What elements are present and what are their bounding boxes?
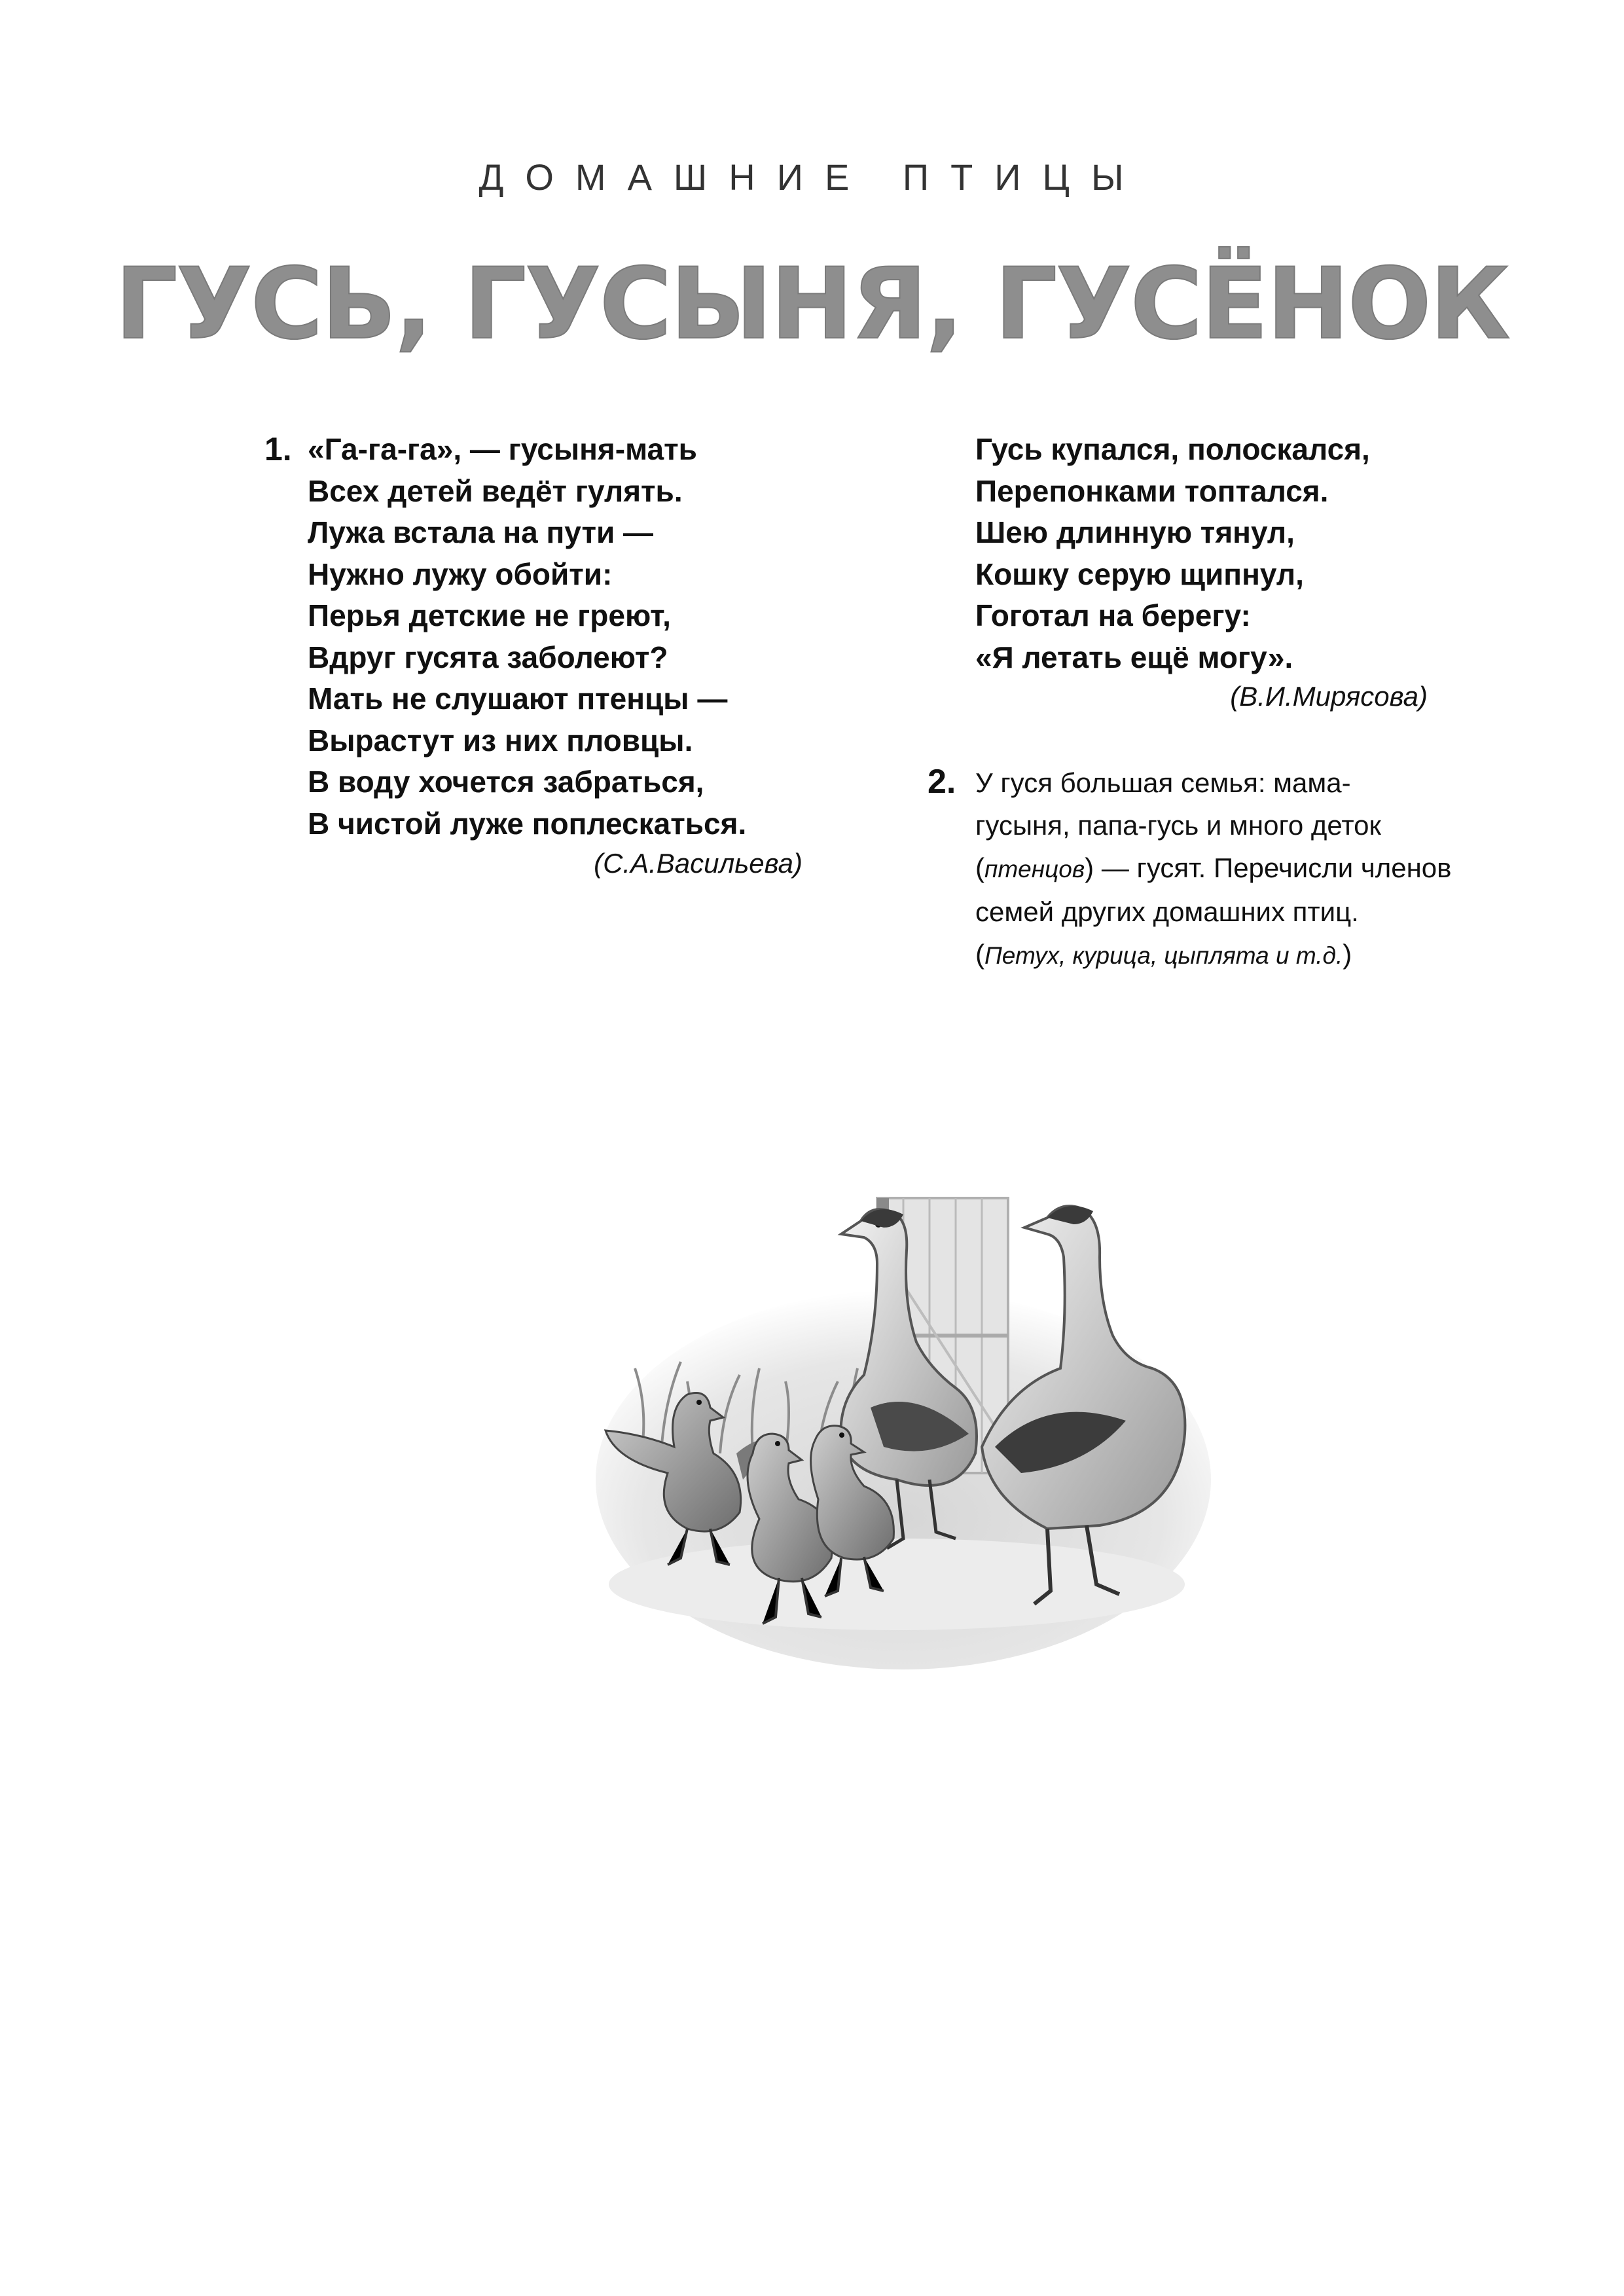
poem1-number: 1.: [264, 431, 292, 467]
task2-text: [975, 761, 1512, 977]
poem1-line: Вырастут из них пловцы.: [308, 723, 693, 757]
task2-line: гусыня, папа-гусь и много деток: [975, 810, 1381, 841]
poem2-author: (В.И.Мирясова): [1230, 681, 1428, 712]
paren: (: [975, 852, 984, 883]
poem1-line: В чистой луже поплескаться.: [308, 806, 747, 841]
poem2-line: Гоготал на берегу:: [975, 598, 1251, 632]
task2-line-rest: ) — гусят. Перечисли членов: [1085, 852, 1452, 883]
poem2-line: Шею длинную тянул,: [975, 515, 1295, 549]
task2-answer-text: Петух, курица, цыплята и т.д.: [984, 942, 1343, 969]
task2-line: [975, 847, 1512, 890]
poem2-line: Гусь купался, полоскался,: [975, 432, 1370, 466]
poem1-line: Всех детей ведёт гулять.: [308, 473, 683, 508]
poem1-line: «Га-га-га», — гусыня-мать: [308, 432, 697, 466]
task2-number: 2.: [928, 763, 956, 801]
poem1-line: В воду хочется забраться,: [308, 765, 704, 799]
task2-italic: птенцов: [984, 856, 1085, 883]
poem2-line: «Я летать ещё могу».: [975, 640, 1293, 674]
poem2-line: Перепонками топтался.: [975, 473, 1329, 508]
task2-answer: [975, 933, 1512, 977]
task2-line: семей других домашних птиц.: [975, 896, 1359, 927]
page-title: ГУСЬ, ГУСЫНЯ, ГУСЁНОК: [115, 247, 1509, 361]
poem2: [975, 429, 1370, 678]
poem2-line: Кошку серую щипнул,: [975, 556, 1304, 591]
paren: ): [1343, 939, 1352, 970]
poem1: [308, 429, 746, 845]
paren: (: [975, 939, 984, 970]
poem1-line: Мать не слушают птенцы —: [308, 682, 728, 716]
section-label: ДОМАШНИЕ ПТИЦЫ: [478, 156, 1146, 198]
geese-family-illustration: [589, 1172, 1218, 1669]
poem1-line: Вдруг гусята заболеют?: [308, 640, 668, 674]
task2-line: У гуся большая семья: мама-: [975, 767, 1351, 798]
poem1-line: Перья детские не греют,: [308, 598, 671, 632]
poem1-line: Нужно лужу обойти:: [308, 556, 613, 591]
poem1-line: Лужа встала на пути —: [308, 515, 654, 549]
poem1-author: (С.А.Васильева): [594, 848, 803, 879]
